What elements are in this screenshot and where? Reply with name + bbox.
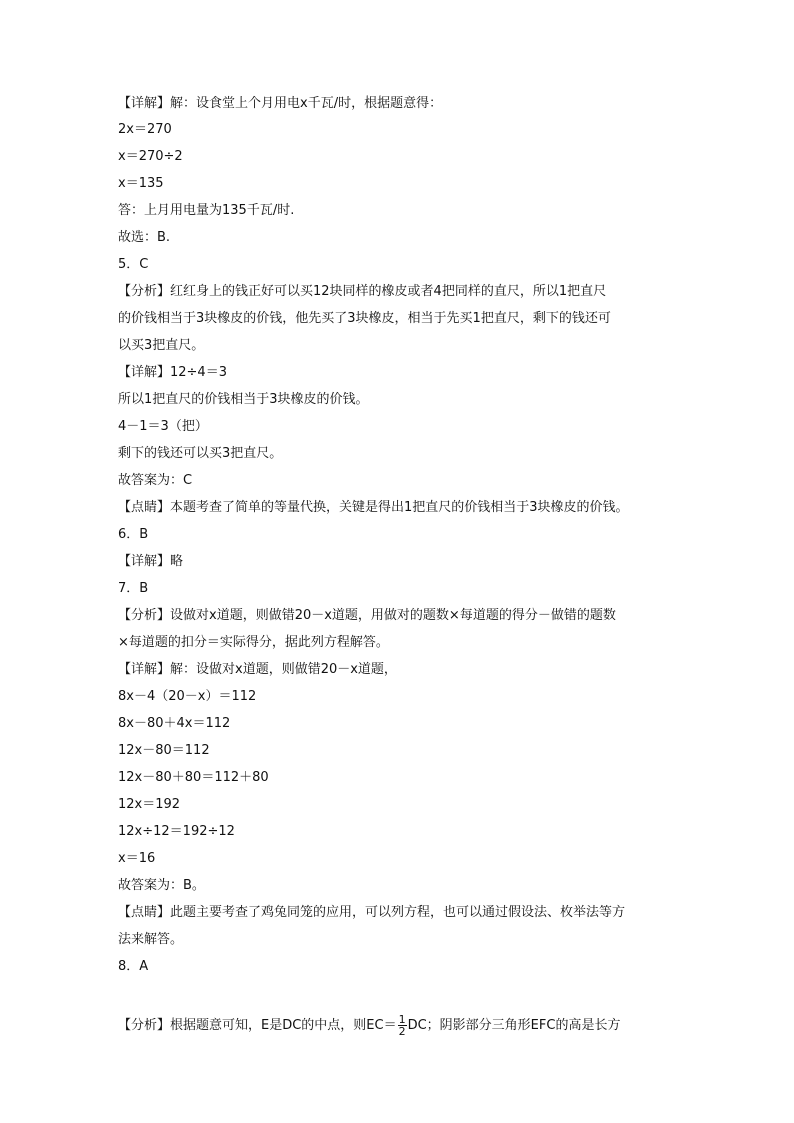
text-line: 【详解】略 [118,554,184,569]
text-line: 6．B [118,527,149,542]
text-line: 答：上月用电量为135千瓦/时. [118,203,295,218]
text-line: 所以1把直尺的价钱相当于3块橡皮的价钱。 [118,392,369,407]
text-line: 的价钱相当于3块橡皮的价钱，他先买了3块橡皮，相当于先买1把直尺，剩下的钱还可 [118,311,611,326]
text-line: ×每道题的扣分＝实际得分，据此列方程解答。 [118,635,389,650]
text-line: 2x＝270 [118,122,172,137]
text-segment: DC；阴影部分三角形EFC的高是长方 [407,1018,621,1033]
text-line: 【详解】解：设食堂上个月用电x千瓦/时，根据题意得： [118,96,443,111]
text-line: x＝270÷2 [118,149,183,164]
text-line: 法来解答。 [118,932,184,947]
text-line: 8x－4（20－x）＝112 [118,689,257,704]
text-line: 8x－80＋4x＝112 [118,716,231,731]
text-line: 5．C [118,257,149,272]
text-line: 【点睛】此题主要考查了鸡兔同笼的应用，可以列方程，也可以通过假设法、枚举法等方 [118,905,626,920]
text-line-with-fraction [118,1014,620,1037]
text-line: 4－1＝3（把） [118,419,208,434]
text-line: x＝16 [118,851,156,866]
text-line: 【点睛】本题考查了简单的等量代换，关键是得出1把直尺的价钱相当于3块橡皮的价钱。 [118,500,629,515]
text-line: 故答案为：B。 [118,878,205,893]
text-line: 【分析】设做对x道题，则做错20－x道题，用做对的题数×每道题的得分－做错的题数 [118,608,616,623]
text-line: 8．A [118,959,149,974]
text-line: 7．B [118,581,149,596]
fraction [398,1014,407,1037]
text-line: 剩下的钱还可以买3把直尺。 [118,446,283,461]
text-line: 故答案为：C [118,473,193,488]
text-line: 12x－80＋80＝112＋80 [118,770,269,785]
text-line: 故选：B. [118,230,171,245]
text-line: 【分析】红红身上的钱正好可以买12块同样的橡皮或者4把同样的直尺，所以1把直尺 [118,284,607,299]
text-line: 【详解】12÷4＝3 [118,365,227,380]
text-line: 12x＝192 [118,797,181,812]
text-segment: 【分析】根据题意可知，E是DC的中点，则EC＝ [118,1018,397,1033]
text-line: 12x－80＝112 [118,743,210,758]
fraction-numerator: 1 [398,1013,406,1026]
text-line: x＝135 [118,176,164,191]
fraction-denominator: 2 [398,1025,406,1038]
text-line: 【详解】解：设做对x道题，则做错20－x道题， [118,662,397,677]
text-line: 以买3把直尺。 [118,338,205,353]
text-line: 12x÷12＝192÷12 [118,824,235,839]
